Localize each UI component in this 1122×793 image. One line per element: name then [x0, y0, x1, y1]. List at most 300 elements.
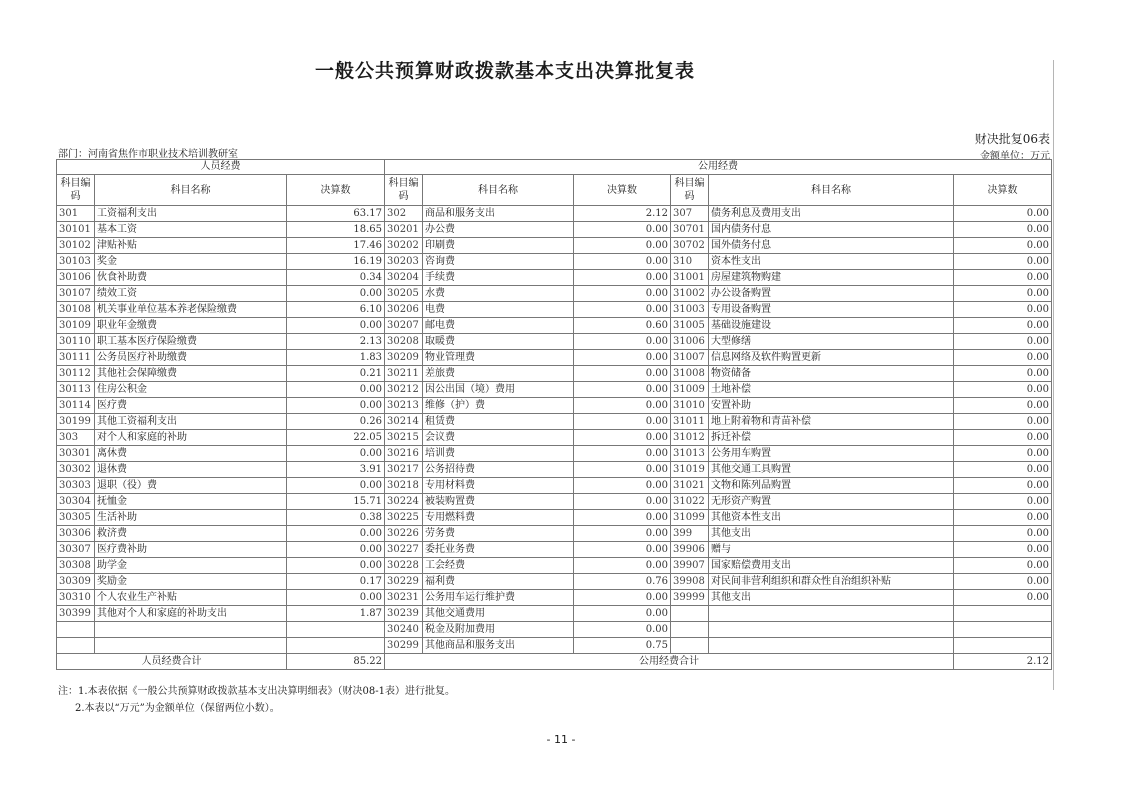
subject-name: 专用设备购置 [709, 302, 954, 318]
subject-code [671, 638, 709, 654]
subject-amount: 0.00 [954, 446, 1052, 462]
subject-amount: 0.00 [954, 526, 1052, 542]
subject-name: 咨询费 [423, 254, 574, 270]
subject-name: 土地补偿 [709, 382, 954, 398]
subject-name: 其他商品和服务支出 [423, 638, 574, 654]
subject-amount: 0.00 [954, 494, 1052, 510]
scan-edge-line [1053, 60, 1054, 690]
subject-name: 离休费 [95, 446, 287, 462]
subject-name: 对个人和家庭的补助 [95, 430, 287, 446]
subject-amount: 0.00 [287, 478, 385, 494]
header-name: 科目名称 [95, 175, 287, 206]
subject-name: 公务用车运行维护费 [423, 590, 574, 606]
subject-name: 工会经费 [423, 558, 574, 574]
subject-code: 30211 [385, 366, 423, 382]
subject-code: 39906 [671, 542, 709, 558]
subject-name: 劳务费 [423, 526, 574, 542]
subject-code: 30299 [385, 638, 423, 654]
subject-amount: 0.00 [574, 222, 671, 238]
subject-code: 30113 [57, 382, 95, 398]
header-code: 科目编码 [671, 175, 709, 206]
subject-amount: 0.00 [287, 558, 385, 574]
subject-code: 30114 [57, 398, 95, 414]
subject-amount [954, 638, 1052, 654]
subject-name: 培训费 [423, 446, 574, 462]
expenditure-table [56, 159, 1052, 670]
subject-amount: 0.38 [287, 510, 385, 526]
subject-amount: 0.00 [954, 254, 1052, 270]
subject-code: 30306 [57, 526, 95, 542]
personnel-total-label: 人员经费合计 [57, 654, 287, 670]
subject-code: 30102 [57, 238, 95, 254]
subject-code: 30229 [385, 574, 423, 590]
subject-name: 其他交通工具购置 [709, 462, 954, 478]
subject-code: 30205 [385, 286, 423, 302]
subject-amount: 15.71 [287, 494, 385, 510]
subject-code: 310 [671, 254, 709, 270]
subject-amount: 0.00 [574, 478, 671, 494]
subject-name: 赠与 [709, 542, 954, 558]
subject-code: 30111 [57, 350, 95, 366]
subject-name: 印刷费 [423, 238, 574, 254]
subject-name: 工资福利支出 [95, 206, 287, 222]
subject-name: 税金及附加费用 [423, 622, 574, 638]
subject-amount: 0.00 [574, 286, 671, 302]
subject-name: 伙食补助费 [95, 270, 287, 286]
subject-amount: 0.17 [287, 574, 385, 590]
subject-amount: 0.00 [574, 462, 671, 478]
subject-amount: 0.00 [287, 590, 385, 606]
subject-name [95, 622, 287, 638]
table-row [57, 606, 1052, 622]
subject-name: 医疗费 [95, 398, 287, 414]
subject-code: 302 [385, 206, 423, 222]
subject-amount: 0.00 [574, 590, 671, 606]
subject-name: 会议费 [423, 430, 574, 446]
subject-amount: 0.00 [574, 430, 671, 446]
department-label: 部门：河南省焦作市职业技术培训教研室 [58, 149, 238, 160]
subject-code: 31006 [671, 334, 709, 350]
header-amount: 决算数 [954, 175, 1052, 206]
subject-amount: 0.00 [954, 398, 1052, 414]
subject-name: 拆迁补偿 [709, 430, 954, 446]
table-row [57, 334, 1052, 350]
subject-code [671, 606, 709, 622]
subject-name: 救济费 [95, 526, 287, 542]
subject-amount: 3.91 [287, 462, 385, 478]
subject-name: 职工基本医疗保险缴费 [95, 334, 287, 350]
subject-amount: 0.00 [287, 286, 385, 302]
subject-code: 30701 [671, 222, 709, 238]
subject-code: 30240 [385, 622, 423, 638]
subject-code: 30305 [57, 510, 95, 526]
subject-amount: 0.00 [954, 286, 1052, 302]
subject-amount: 0.00 [287, 446, 385, 462]
subject-amount: 0.00 [954, 574, 1052, 590]
subject-name: 国内债务付息 [709, 222, 954, 238]
table-row [57, 382, 1052, 398]
subject-amount: 0.00 [954, 222, 1052, 238]
subject-name: 其他对个人和家庭的补助支出 [95, 606, 287, 622]
subject-amount: 0.00 [574, 382, 671, 398]
table-row [57, 542, 1052, 558]
table-row [57, 238, 1052, 254]
subject-code: 30206 [385, 302, 423, 318]
table-row [57, 622, 1052, 638]
subject-amount: 0.00 [954, 318, 1052, 334]
subject-name: 文物和陈列品购置 [709, 478, 954, 494]
subject-name: 助学金 [95, 558, 287, 574]
subject-name [709, 606, 954, 622]
subject-code: 31010 [671, 398, 709, 414]
table-row [57, 430, 1052, 446]
subject-code: 31001 [671, 270, 709, 286]
subject-code: 30239 [385, 606, 423, 622]
subject-name: 津贴补贴 [95, 238, 287, 254]
subject-name: 因公出国（境）费用 [423, 382, 574, 398]
table-row [57, 494, 1052, 510]
subject-amount: 0.00 [954, 382, 1052, 398]
subject-code: 31022 [671, 494, 709, 510]
table-row [57, 590, 1052, 606]
public-total-amount: 2.12 [954, 654, 1052, 670]
subject-name: 基础设施建设 [709, 318, 954, 334]
subject-name: 物资储备 [709, 366, 954, 382]
subject-code: 30108 [57, 302, 95, 318]
subject-name: 其他交通费用 [423, 606, 574, 622]
subject-amount: 0.00 [954, 590, 1052, 606]
subject-amount: 1.83 [287, 350, 385, 366]
subject-code: 30103 [57, 254, 95, 270]
subject-code: 30107 [57, 286, 95, 302]
subject-code: 30112 [57, 366, 95, 382]
subject-code: 30308 [57, 558, 95, 574]
subject-code: 30303 [57, 478, 95, 494]
form-id: 财决批复06表 [974, 132, 1050, 146]
table-row [57, 558, 1052, 574]
subject-code: 31008 [671, 366, 709, 382]
header-public: 公用经费 [385, 160, 1052, 175]
subject-code: 30310 [57, 590, 95, 606]
subject-code: 30702 [671, 238, 709, 254]
subject-name: 医疗费补助 [95, 542, 287, 558]
subject-amount: 0.00 [954, 270, 1052, 286]
subject-amount: 0.00 [287, 542, 385, 558]
table-row [57, 414, 1052, 430]
subject-amount: 0.26 [287, 414, 385, 430]
subject-code: 30214 [385, 414, 423, 430]
subject-amount: 0.00 [574, 302, 671, 318]
subject-name: 奖金 [95, 254, 287, 270]
subject-name: 电费 [423, 302, 574, 318]
subject-code: 303 [57, 430, 95, 446]
subject-name: 租赁费 [423, 414, 574, 430]
subject-name: 取暖费 [423, 334, 574, 350]
subject-code [57, 638, 95, 654]
subject-name: 维修（护）费 [423, 398, 574, 414]
subject-code: 31099 [671, 510, 709, 526]
table-row [57, 526, 1052, 542]
subject-name: 商品和服务支出 [423, 206, 574, 222]
subject-amount: 0.00 [574, 446, 671, 462]
subject-name: 专用材料费 [423, 478, 574, 494]
subject-code: 31012 [671, 430, 709, 446]
subject-code: 30307 [57, 542, 95, 558]
subject-name: 大型修缮 [709, 334, 954, 350]
subject-code: 30218 [385, 478, 423, 494]
subject-amount: 0.60 [574, 318, 671, 334]
subject-name: 国家赔偿费用支出 [709, 558, 954, 574]
subject-name: 退休费 [95, 462, 287, 478]
subject-name: 绩效工资 [95, 286, 287, 302]
subject-amount: 0.00 [574, 622, 671, 638]
subject-code: 30213 [385, 398, 423, 414]
subject-code: 30226 [385, 526, 423, 542]
subject-name: 办公设备购置 [709, 286, 954, 302]
subject-code: 31005 [671, 318, 709, 334]
subject-name: 抚恤金 [95, 494, 287, 510]
notes [58, 683, 455, 717]
subject-amount: 0.00 [574, 270, 671, 286]
subject-amount: 6.10 [287, 302, 385, 318]
header-amount: 决算数 [287, 175, 385, 206]
subject-amount: 0.00 [574, 350, 671, 366]
subject-amount: 0.00 [954, 350, 1052, 366]
subject-name: 其他支出 [709, 526, 954, 542]
subject-name: 生活补助 [95, 510, 287, 526]
subject-name: 安置补助 [709, 398, 954, 414]
subject-amount: 0.00 [574, 238, 671, 254]
subject-code: 30204 [385, 270, 423, 286]
table-row [57, 366, 1052, 382]
subject-amount: 16.19 [287, 254, 385, 270]
subject-code: 30201 [385, 222, 423, 238]
subject-code: 30202 [385, 238, 423, 254]
note-2: 2.本表以“万元”为金额单位（保留两位小数）。 [75, 703, 280, 714]
table-row [57, 254, 1052, 270]
subject-amount: 0.00 [954, 462, 1052, 478]
table-row [57, 302, 1052, 318]
subject-name: 公务用车购置 [709, 446, 954, 462]
subject-name: 办公费 [423, 222, 574, 238]
subject-name: 地上附着物和青苗补偿 [709, 414, 954, 430]
table-row [57, 286, 1052, 302]
subject-code: 30227 [385, 542, 423, 558]
subject-code: 30106 [57, 270, 95, 286]
subject-name: 专用燃料费 [423, 510, 574, 526]
subject-code: 30399 [57, 606, 95, 622]
public-total-label: 公用经费合计 [385, 654, 954, 670]
subject-amount: 22.05 [287, 430, 385, 446]
subject-name [709, 622, 954, 638]
subject-amount: 0.00 [954, 238, 1052, 254]
subject-amount: 0.00 [954, 478, 1052, 494]
subject-code: 30212 [385, 382, 423, 398]
subject-name: 国外债务付息 [709, 238, 954, 254]
subject-code: 31002 [671, 286, 709, 302]
subject-amount [287, 622, 385, 638]
subject-name: 房屋建筑物购建 [709, 270, 954, 286]
table-row [57, 206, 1052, 222]
subject-amount: 0.00 [954, 334, 1052, 350]
subject-amount [954, 622, 1052, 638]
subject-amount: 0.00 [574, 558, 671, 574]
subject-code: 30225 [385, 510, 423, 526]
subject-code: 31007 [671, 350, 709, 366]
subject-name: 职业年金缴费 [95, 318, 287, 334]
subject-code: 30301 [57, 446, 95, 462]
subject-name: 手续费 [423, 270, 574, 286]
subject-name: 个人农业生产补贴 [95, 590, 287, 606]
subject-name: 奖励金 [95, 574, 287, 590]
subject-code: 31021 [671, 478, 709, 494]
table-row [57, 638, 1052, 654]
subject-amount: 0.00 [574, 366, 671, 382]
subject-name: 公务员医疗补助缴费 [95, 350, 287, 366]
subject-amount: 0.00 [954, 542, 1052, 558]
subject-code: 39908 [671, 574, 709, 590]
table-row [57, 478, 1052, 494]
subject-amount: 0.00 [287, 526, 385, 542]
subject-code: 307 [671, 206, 709, 222]
subject-code: 30216 [385, 446, 423, 462]
table-row [57, 270, 1052, 286]
subject-amount [287, 638, 385, 654]
subject-amount: 2.12 [574, 206, 671, 222]
subject-name: 被装购置费 [423, 494, 574, 510]
subject-amount: 0.00 [574, 398, 671, 414]
subject-name: 基本工资 [95, 222, 287, 238]
subject-code: 30203 [385, 254, 423, 270]
subject-code: 30101 [57, 222, 95, 238]
subject-name: 公务招待费 [423, 462, 574, 478]
subject-name: 其他资本性支出 [709, 510, 954, 526]
subject-code: 30208 [385, 334, 423, 350]
subject-amount: 0.00 [574, 526, 671, 542]
subject-amount: 1.87 [287, 606, 385, 622]
subject-name: 其他工资福利支出 [95, 414, 287, 430]
subject-code: 30231 [385, 590, 423, 606]
subject-amount: 0.00 [954, 510, 1052, 526]
header-personnel: 人员经费 [57, 160, 385, 175]
subject-name: 住房公积金 [95, 382, 287, 398]
subject-name: 差旅费 [423, 366, 574, 382]
subject-code: 31019 [671, 462, 709, 478]
subject-amount: 0.75 [574, 638, 671, 654]
subject-name: 委托业务费 [423, 542, 574, 558]
note-1: 注：1.本表依据《一般公共预算财政拨款基本支出决算明细表》（财决08-1表）进行批复。 [58, 686, 456, 697]
subject-code: 301 [57, 206, 95, 222]
subject-code: 31011 [671, 414, 709, 430]
subject-amount: 0.00 [574, 254, 671, 270]
subject-code: 30110 [57, 334, 95, 350]
table-row [57, 222, 1052, 238]
subject-code: 30209 [385, 350, 423, 366]
subject-code: 39999 [671, 590, 709, 606]
header-name: 科目名称 [423, 175, 574, 206]
subject-name: 福利费 [423, 574, 574, 590]
subject-amount: 0.00 [954, 430, 1052, 446]
subject-name: 债务利息及费用支出 [709, 206, 954, 222]
subject-amount: 0.00 [287, 318, 385, 334]
subject-code: 30224 [385, 494, 423, 510]
table-row [57, 350, 1052, 366]
subject-code: 30309 [57, 574, 95, 590]
table-row [57, 510, 1052, 526]
header-name: 科目名称 [709, 175, 954, 206]
subject-amount: 0.00 [954, 302, 1052, 318]
subject-code: 30217 [385, 462, 423, 478]
page-title: 一般公共预算财政拨款基本支出决算批复表 [314, 60, 695, 82]
subject-code [57, 622, 95, 638]
subject-name: 邮电费 [423, 318, 574, 334]
subject-amount: 0.00 [574, 494, 671, 510]
unit-label: 金额单位：万元 [980, 151, 1050, 162]
subject-code: 30304 [57, 494, 95, 510]
subject-code: 30109 [57, 318, 95, 334]
page-number: - 11 - [546, 733, 576, 746]
subject-amount: 2.13 [287, 334, 385, 350]
subject-amount: 0.21 [287, 366, 385, 382]
table-row [57, 318, 1052, 334]
subject-amount: 0.00 [574, 334, 671, 350]
subject-code: 31003 [671, 302, 709, 318]
subject-code: 30302 [57, 462, 95, 478]
table-row [57, 574, 1052, 590]
table-row [57, 398, 1052, 414]
subject-amount: 0.00 [954, 366, 1052, 382]
subject-code: 30228 [385, 558, 423, 574]
header-code: 科目编码 [385, 175, 423, 206]
subject-code: 31009 [671, 382, 709, 398]
subject-amount: 17.46 [287, 238, 385, 254]
totals-row [57, 654, 1052, 670]
subject-amount: 0.00 [954, 414, 1052, 430]
subject-name: 无形资产购置 [709, 494, 954, 510]
subject-amount: 0.00 [954, 558, 1052, 574]
subject-amount: 0.00 [954, 206, 1052, 222]
subject-code: 30207 [385, 318, 423, 334]
subject-amount: 0.76 [574, 574, 671, 590]
table-row [57, 446, 1052, 462]
subject-code: 31013 [671, 446, 709, 462]
subject-name [709, 638, 954, 654]
subject-name: 物业管理费 [423, 350, 574, 366]
subject-name: 信息网络及软件购置更新 [709, 350, 954, 366]
subject-name: 对民间非营利组织和群众性自治组织补贴 [709, 574, 954, 590]
subject-name: 资本性支出 [709, 254, 954, 270]
header-amount: 决算数 [574, 175, 671, 206]
subject-amount: 0.00 [574, 414, 671, 430]
subject-code: 39907 [671, 558, 709, 574]
subject-amount [954, 606, 1052, 622]
subject-code: 30215 [385, 430, 423, 446]
subject-name: 退职（役）费 [95, 478, 287, 494]
subject-amount: 0.00 [287, 398, 385, 414]
subject-name: 水费 [423, 286, 574, 302]
subject-code [671, 622, 709, 638]
subject-name: 机关事业单位基本养老保险缴费 [95, 302, 287, 318]
subject-amount: 0.00 [287, 382, 385, 398]
subject-amount: 0.00 [574, 606, 671, 622]
table-row [57, 462, 1052, 478]
subject-amount: 0.34 [287, 270, 385, 286]
subject-name: 其他社会保障缴费 [95, 366, 287, 382]
personnel-total-amount: 85.22 [287, 654, 385, 670]
subject-code: 399 [671, 526, 709, 542]
subject-name: 其他支出 [709, 590, 954, 606]
subject-amount: 0.00 [574, 510, 671, 526]
